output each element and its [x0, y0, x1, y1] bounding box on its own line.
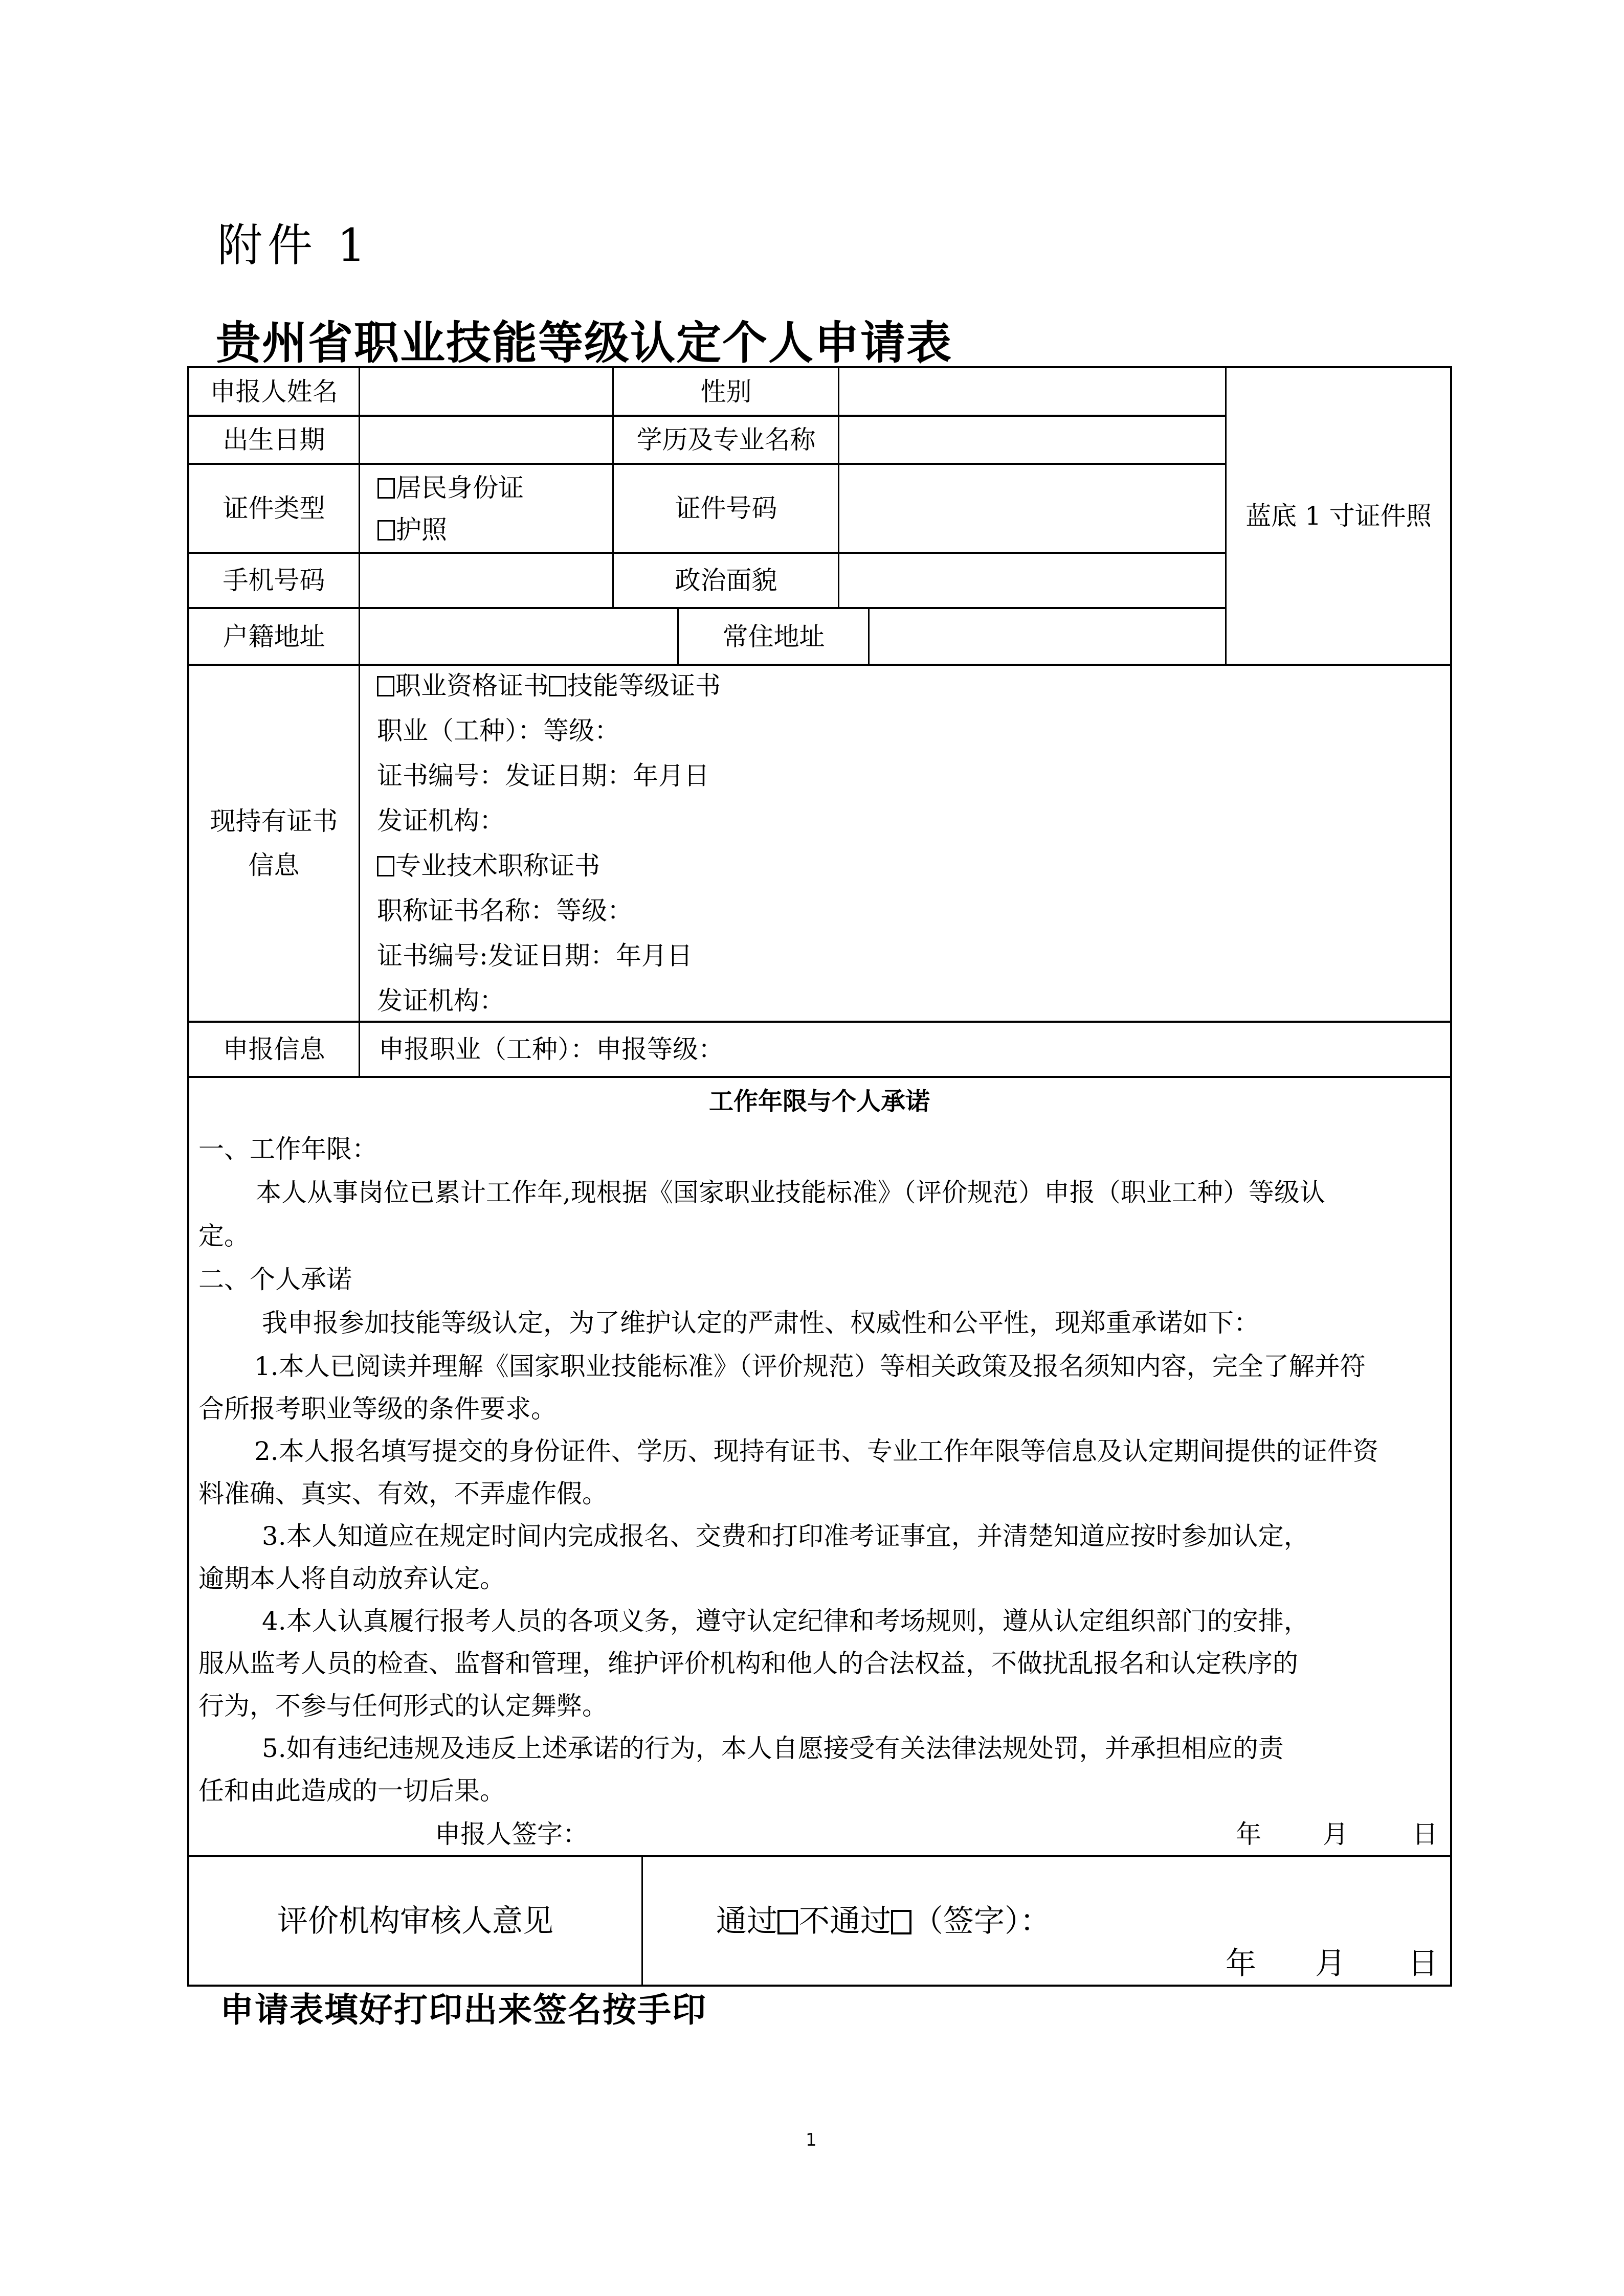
residence-address-field[interactable] — [870, 609, 1225, 664]
section1-title: 一、工作年限： — [198, 1134, 377, 1164]
col-divider — [612, 366, 614, 608]
political-status-label: 政治面貌 — [675, 566, 777, 595]
political-status-field[interactable] — [840, 554, 1225, 607]
signature-date-year[interactable]: 年 — [1236, 1819, 1261, 1849]
row-divider — [188, 1076, 1452, 1078]
commitment-item-1-line1: 1.本人已阅读并理解《国家职业技能标准》（评价规范）等相关政策及报名须知内容，完全了解并符 — [254, 1352, 1366, 1381]
gender-label: 性别 — [700, 376, 752, 407]
col-divider — [641, 1855, 643, 1986]
option-professional-title: 专业技术职称证书 — [395, 851, 600, 881]
commitment-item-2-line2: 料准确、真实、有效，不弄虚作假。 — [198, 1479, 608, 1509]
reviewer-opinion-label: 评价机构审核人意见 — [277, 1903, 553, 1939]
review-decision — [716, 1902, 1051, 1941]
issuer-line-1[interactable]: 发证机构： — [377, 806, 505, 836]
birth-date-field[interactable] — [361, 417, 612, 463]
id-type-label: 证件类型 — [223, 493, 325, 523]
cert-type-row-1 — [377, 663, 721, 708]
section1-line2: 定。 — [198, 1221, 250, 1251]
occupation-line[interactable]: 职业（工种）：等级： — [377, 716, 620, 746]
id-type-options — [377, 467, 524, 551]
checkbox-resident-id[interactable] — [377, 478, 395, 499]
birth-date-label: 出生日期 — [223, 425, 325, 455]
applicant-signature-label[interactable]: 申报人签字： — [435, 1819, 588, 1849]
review-date-month[interactable]: 月 — [1315, 1946, 1346, 1982]
checkbox-skill-level[interactable] — [549, 676, 566, 696]
commitment-item-4-line3: 行为，不参与任何形式的认定舞弊。 — [198, 1691, 608, 1721]
fail-label: 不通过 — [799, 1903, 891, 1939]
phone-field[interactable] — [361, 554, 612, 607]
reviewer-sign-label[interactable]: （签字）： — [913, 1903, 1051, 1939]
applicant-name-field[interactable] — [361, 368, 612, 415]
issuer-line-2[interactable]: 发证机构： — [377, 986, 505, 1016]
id-type-option-resident-id[interactable] — [377, 467, 524, 509]
checkbox-pass[interactable] — [777, 1910, 798, 1934]
commitment-item-2-line1: 2.本人报名填写提交的身份证件、学历、现持有证书、专业工作年限等信息及认定期间提供的证件资 — [254, 1436, 1378, 1466]
id-type-option-passport[interactable] — [377, 509, 524, 551]
application-content[interactable]: 申报职业（工种）：申报等级： — [379, 1034, 724, 1064]
cert-number-line-1[interactable]: 证书编号：发证日期：年月日 — [377, 761, 709, 791]
option-label: 护照 — [396, 515, 447, 545]
education-label: 学历及专业名称 — [636, 425, 816, 455]
col-divider — [677, 607, 679, 665]
education-field[interactable] — [840, 417, 1225, 463]
certificates-label-line1: 现持有证书 — [210, 806, 338, 836]
id-number-label: 证件号码 — [675, 493, 777, 523]
table-border-right — [1450, 366, 1452, 1987]
section2-title: 二、个人承诺 — [198, 1265, 352, 1294]
checkbox-professional-title[interactable] — [377, 856, 394, 876]
checkbox-vocational-qualification[interactable] — [377, 676, 394, 696]
commitment-intro: 我申报参加技能等级认定，为了维护认定的严肃性、权威性和公平性，现郑重承诺如下： — [262, 1308, 1259, 1338]
section1-line1: 本人从事岗位已累计工作年,现根据《国家职业技能标准》（评价规范）申报（职业工种）等级认 — [256, 1178, 1325, 1207]
gender-field[interactable] — [840, 368, 1225, 415]
commitment-item-4-line2: 服从监考人员的检查、监督和管理，维护评价机构和他人的合法权益，不做扰乱报名和认定秩序的 — [198, 1649, 1298, 1678]
option-skill-level: 技能等级证书 — [567, 671, 721, 701]
commitment-item-4-line1: 4.本人认真履行报考人员的各项义务，遵守认定纪律和考场规则，遵从认定组织部门的安排， — [262, 1606, 1309, 1636]
signature-date-day[interactable]: 日 — [1412, 1819, 1438, 1849]
photo-placeholder[interactable]: 蓝底 1 寸证件照 — [1245, 501, 1432, 531]
col-divider — [868, 607, 870, 665]
id-number-field[interactable] — [840, 465, 1225, 552]
form-title: 贵州省职业技能等级认定个人申请表 — [216, 316, 953, 369]
col-divider — [359, 366, 360, 1077]
cert-type-row-2 — [377, 843, 721, 888]
residence-address-label: 常住地址 — [722, 621, 825, 651]
commitment-item-5-line1: 5.如有违纪违规及违反上述承诺的行为，本人自愿接受有关法律法规处罚，并承担相应的责 — [262, 1734, 1284, 1763]
cert-number-line-2[interactable]: 证书编号:发证日期：年月日 — [377, 941, 693, 971]
review-date-day[interactable]: 日 — [1408, 1946, 1438, 1982]
commitment-item-3-line2: 逾期本人将自动放弃认定。 — [198, 1564, 505, 1593]
review-date-year[interactable]: 年 — [1226, 1946, 1256, 1982]
certificates-label — [189, 666, 359, 1021]
commitment-heading: 工作年限与个人承诺 — [708, 1087, 930, 1116]
checkbox-fail[interactable] — [891, 1910, 911, 1934]
option-label: 居民身份证 — [396, 473, 524, 503]
attachment-label: 附件 1 — [217, 219, 371, 272]
certificates-content — [377, 663, 721, 1023]
phone-label: 手机号码 — [223, 566, 325, 595]
col-divider — [838, 366, 839, 608]
household-address-label: 户籍地址 — [223, 621, 325, 651]
title-cert-line[interactable]: 职称证书名称：等级： — [377, 896, 633, 926]
page-number: 1 — [806, 2130, 817, 2150]
option-vocational-qualification: 职业资格证书 — [395, 671, 549, 701]
applicant-name-label: 申报人姓名 — [210, 376, 338, 407]
signature-date-month[interactable]: 月 — [1323, 1819, 1348, 1849]
application-label: 申报信息 — [223, 1034, 325, 1064]
commitment-item-5-line2: 任和由此造成的一切后果。 — [198, 1776, 505, 1806]
certificates-label-line2: 信息 — [248, 850, 300, 880]
commitment-item-3-line1: 3.本人知道应在规定时间内完成报名、交费和打印准考证事宜，并清楚知道应按时参加认定， — [262, 1521, 1309, 1551]
checkbox-passport[interactable] — [377, 520, 395, 541]
commitment-item-1-line2: 合所报考职业等级的条件要求。 — [198, 1394, 557, 1424]
col-divider — [1225, 366, 1227, 665]
pass-label: 通过 — [716, 1903, 777, 1939]
household-address-field[interactable] — [361, 609, 677, 664]
footer-note: 申请表填好打印出来签名按手印 — [220, 1990, 707, 2030]
